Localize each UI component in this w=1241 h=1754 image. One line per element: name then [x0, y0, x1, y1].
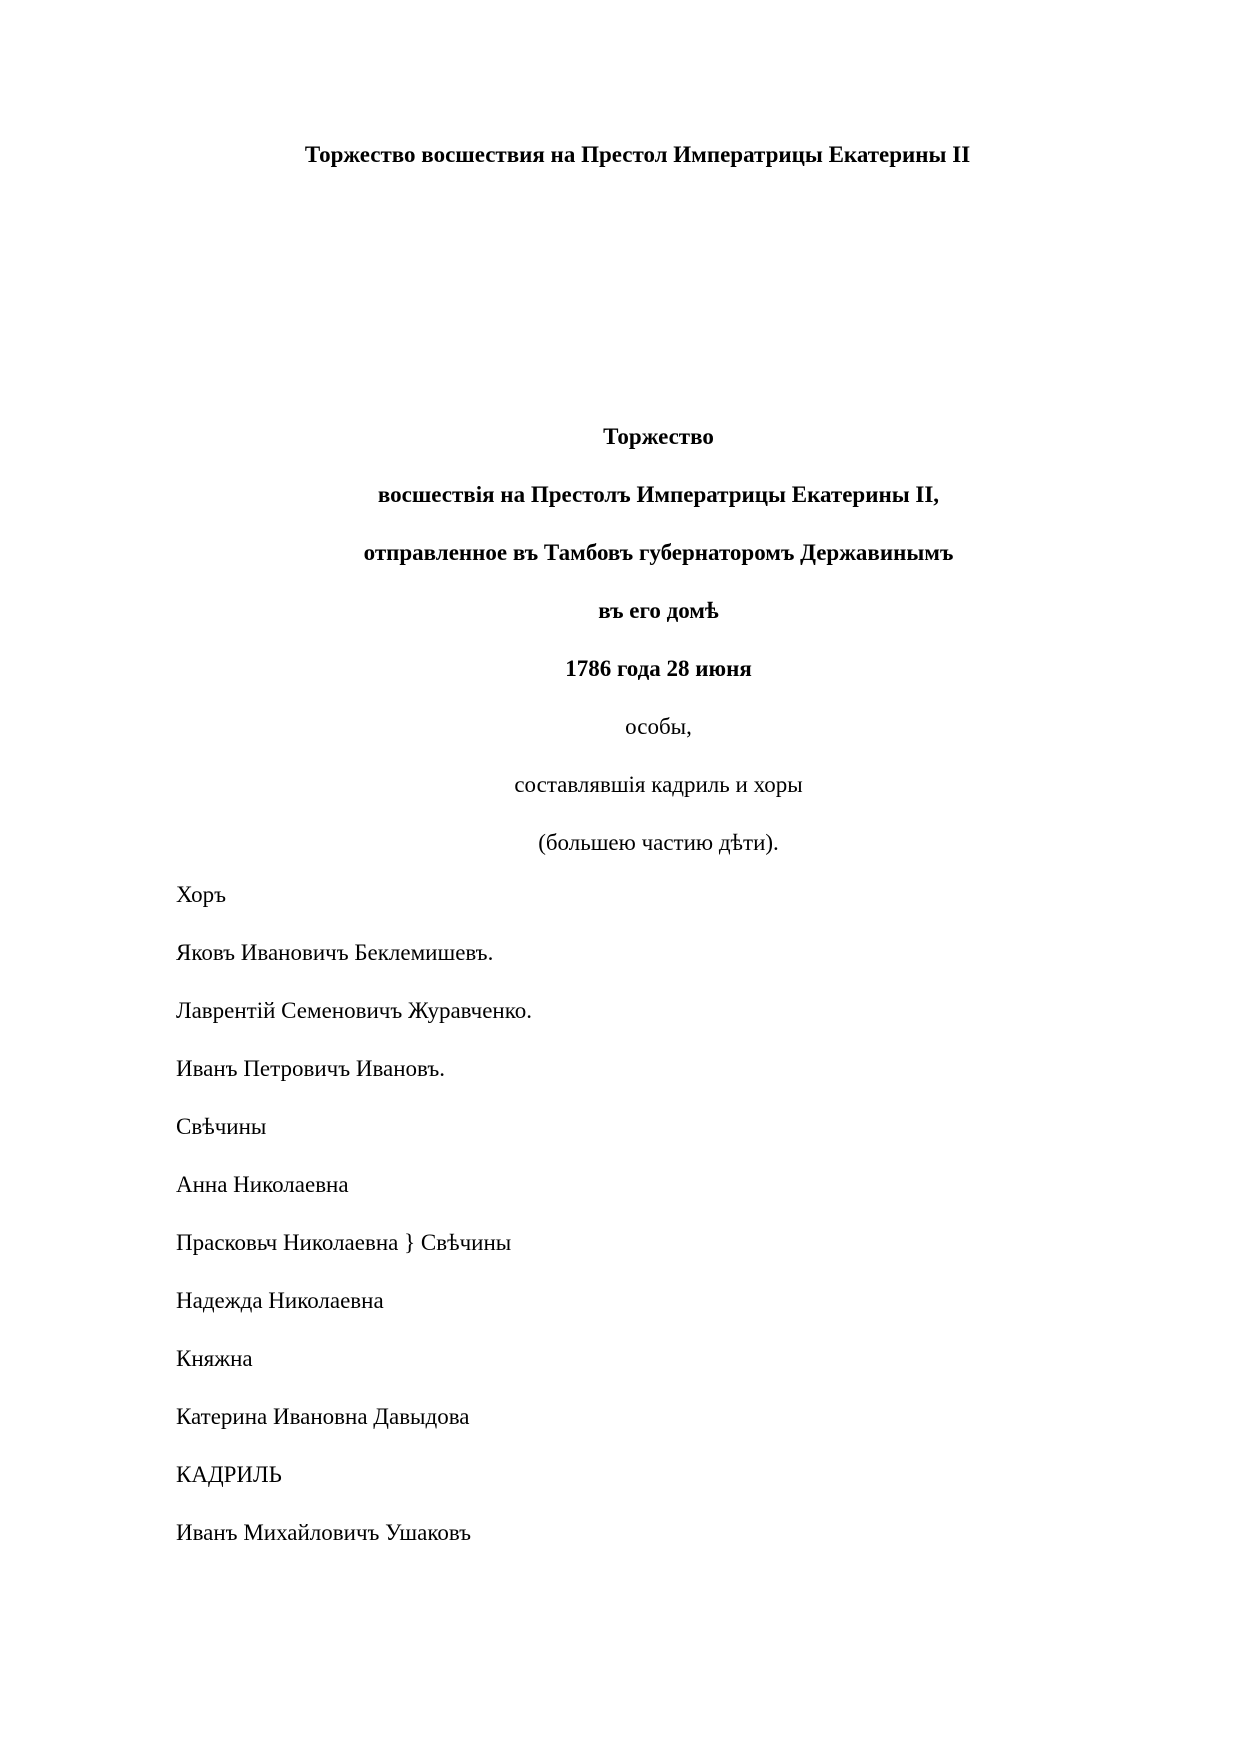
participant-name: Прасковьч Николаевна } Свѣчины	[176, 1230, 512, 1255]
heading-line: особы,	[625, 714, 692, 739]
heading-line: отправленное въ Тамбовъ губернаторомъ Державинымъ	[363, 540, 954, 565]
heading-block	[0, 422, 1241, 886]
participant-name: Лаврентiй Семеновичъ Журавченко.	[176, 998, 532, 1023]
participant-name: Яковъ Ивановичъ Беклемишевъ.	[176, 940, 494, 965]
participant-name: Иванъ Петровичъ Ивановъ.	[176, 1056, 445, 1081]
document-title: Торжество восшествия на Престол Императрицы Екатерины II	[304, 142, 971, 167]
heading-line: (большею частию дѣти).	[538, 830, 779, 855]
heading-date: 1786 года 28 июня	[565, 656, 752, 681]
participant-name: Иванъ Михайловичъ Ушаковъ	[176, 1520, 472, 1545]
family-label: Свѣчины	[176, 1114, 267, 1139]
section-label-chorus: Хоръ	[176, 882, 227, 907]
heading-line: въ его домѣ	[598, 598, 719, 623]
participant-name: Надежда Николаевна	[176, 1288, 384, 1313]
participants-list	[176, 880, 532, 1576]
section-label-quadrille: КАДРИЛЬ	[176, 1462, 282, 1487]
participant-name: Катерина Ивановна Давыдова	[176, 1404, 470, 1429]
heading-line: Торжество	[603, 424, 714, 449]
heading-line: восшествiя на Престолъ Императрицы Екатерины II,	[377, 482, 940, 507]
title-label: Княжна	[176, 1346, 253, 1371]
participant-name: Анна Николаевна	[176, 1172, 349, 1197]
heading-line: составлявшiя кадриль и хоры	[514, 772, 803, 797]
